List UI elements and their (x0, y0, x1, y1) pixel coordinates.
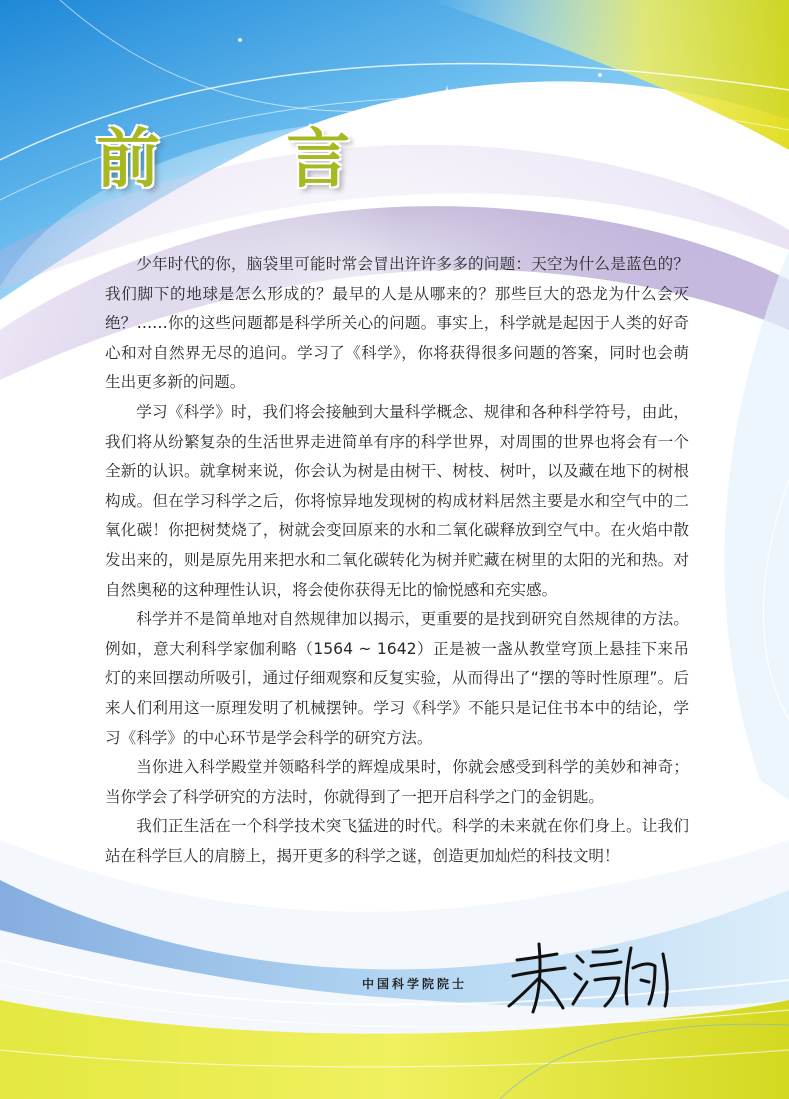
signature-label: 中国科学院院士 (362, 977, 468, 991)
page-title: 前 言 (96, 123, 403, 197)
paragraph: 少年时代的你，脑袋里可能时常会冒出许许多多的问题：天空为什么是蓝色的？我们脚下的地球是怎么形成的？最早的人是从哪来的？那些巨大的恐龙为什么会灭绝？……你的这些问题都是科学所关心的问题。事实上，科学就是起因于人类的好奇心和对自然界无尽的追问。学习了《科学》，你将获得很多问题的答案，同时也会萌生出更多新的问题。 (105, 255, 689, 392)
preface-body (105, 250, 689, 871)
paragraph: 科学并不是简单地对自然规律加以揭示，更重要的是找到研究自然规律的方法。例如，意大利科学家伽利略（1564 ~ 1642）正是被一盏从教堂穹顶上悬挂下来吊灯的来回摆动所吸引，通过仔细观察和反复实验，从而得出了“摆的等时性原理”。后来人们利用这一原理发明了机械摆钟。学习《科学》不能只是记住书本中的结论，学习《科学》的中心环节是学会科学的研究方法。 (105, 610, 689, 747)
handwritten-signature (505, 938, 675, 1018)
paragraph: 当你进入科学殿堂并领略科学的辉煌成果时，你就会感受到科学的美妙和神奇；当你学会了科学研究的方法时，你就得到了一把开启科学之门的金钥匙。 (105, 758, 689, 806)
paragraph: 我们正生活在一个科学技术突飞猛进的时代。科学的未来就在你们身上。让我们站在科学巨人的肩膀上，揭开更多的科学之谜，创造更加灿烂的科技文明！ (105, 817, 689, 865)
paragraph: 学习《科学》时，我们将会接触到大量科学概念、规律和各种科学符号，由此，我们将从纷繁复杂的生活世界走进简单有序的科学世界，对周围的世界也将会有一个全新的认识。就拿树来说，你会认为树是由树干、树枝、树叶，以及藏在地下的树根构成。但在学习科学之后，你将惊异地发现树的构成材料居然主要是水和空气中的二氧化碳！你把树焚烧了，树就会变回原来的水和二氧化碳释放到空气中。在火焰中散发出来的，则是原先用来把水和二氧化碳转化为树并贮藏在树里的太阳的光和热。对自然奥秘的这种理性认识，将会使你获得无比的愉悦感和充实感。 (105, 402, 689, 599)
